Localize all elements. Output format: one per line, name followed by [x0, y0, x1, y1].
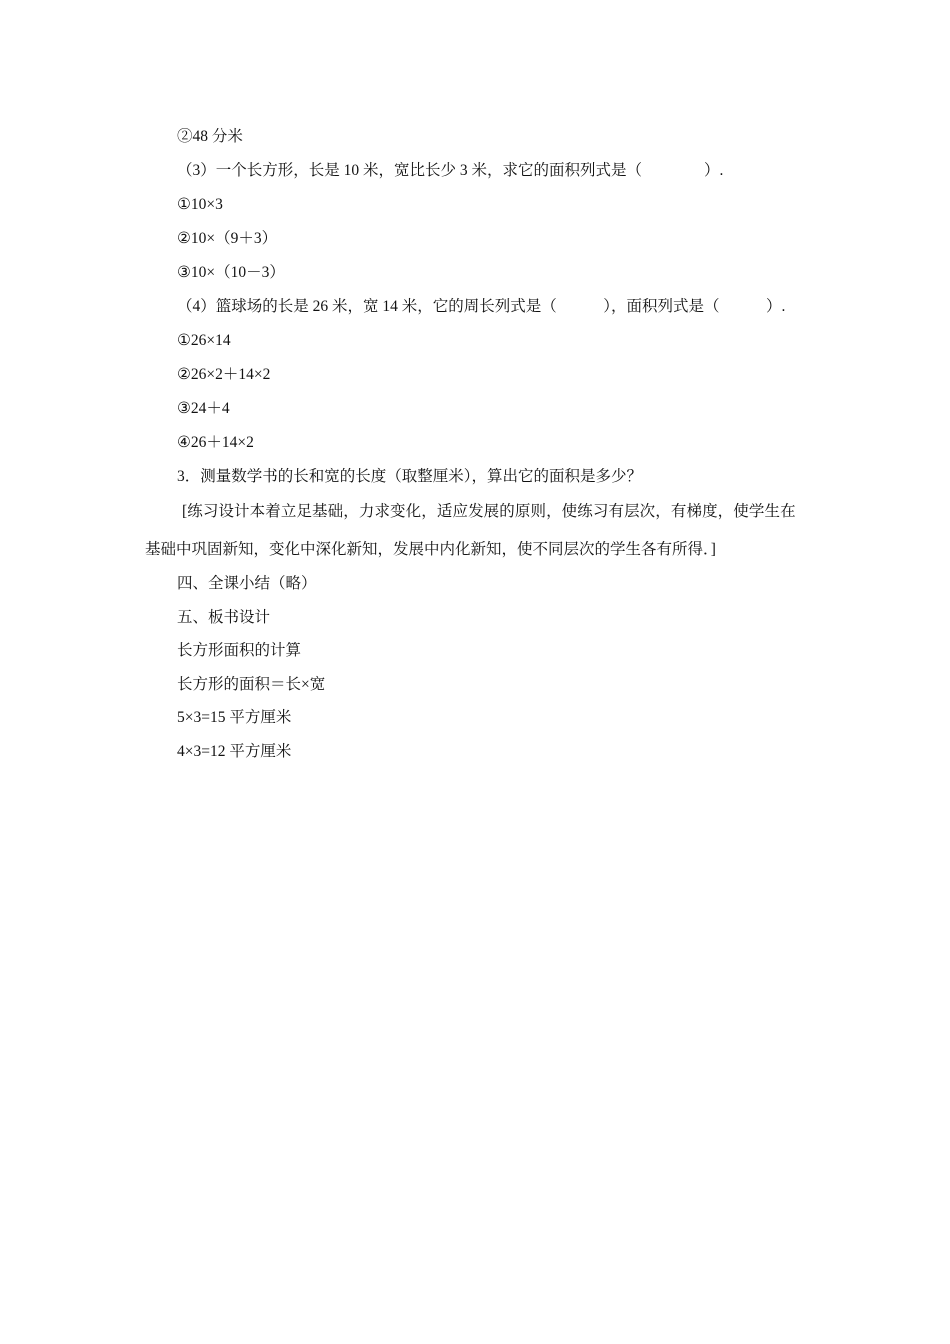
option-48-decimeters: ②48 分米 [177, 128, 243, 145]
question-4: （4）篮球场的长是 26 米，宽 14 米，它的周长列式是（ ），面积列式是（ ）. [177, 298, 786, 315]
question-3: （3）一个长方形，长是 10 米，宽比长少 3 米，求它的面积列式是（ ）. [177, 162, 724, 179]
area-formula: 长方形的面积＝长×宽 [177, 676, 326, 693]
q3-option-2: ②10×（9＋3） [177, 230, 278, 247]
design-note-line-2: 基础中巩固新知，变化中深化新知，发展中内化新知，使不同层次的学生各有所得．] [145, 541, 716, 558]
design-note-line-1: [练习设计本着立足基础，力求变化，适应发展的原则，使练习有层次，有梯度，使学生在 [182, 503, 796, 520]
q3-option-1: ①10×3 [177, 196, 223, 213]
q4-option-4: ④26＋14×2 [177, 434, 254, 451]
exercise-3: 3．测量数学书的长和宽的长度（取整厘米），算出它的面积是多少？ [177, 468, 643, 485]
section-board-design: 五、板书设计 [177, 609, 271, 626]
example-1: 5×3=15 平方厘米 [177, 709, 292, 726]
section-summary: 四、全课小结（略） [177, 575, 317, 592]
example-2: 4×3=12 平方厘米 [177, 743, 292, 760]
board-title: 长方形面积的计算 [177, 642, 302, 659]
q4-option-1: ①26×14 [177, 332, 231, 349]
q4-option-2: ②26×2＋14×2 [177, 366, 271, 383]
q3-option-3: ③10×（10－3） [177, 264, 285, 281]
q4-option-3: ③24＋4 [177, 400, 230, 417]
